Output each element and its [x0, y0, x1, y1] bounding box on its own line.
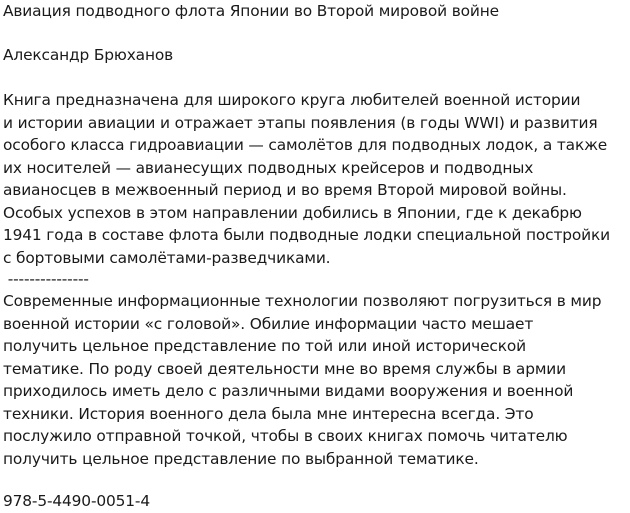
book-description [3, 89, 610, 269]
book-author: Александр Брюханов [3, 46, 174, 64]
bio-line: получить цельное представление по той или иной исторической [3, 337, 527, 355]
book-title: Авиация подводного флота Японии во Второй мировой войне [3, 2, 499, 20]
description-line: с бортовыми самолётами-разведчиками. [3, 248, 331, 267]
bio-line: тематике. По роду своей деятельности мне во время службы в армии [3, 359, 566, 378]
description-line: Особых успехов в этом направлении добились в Японии, где к декабрю [3, 203, 582, 222]
description-line: авианосцев в межвоенный период и во время Второй мировой войны. [3, 181, 567, 199]
bio-line: приходилось иметь дело с различными видами вооружения и военной [3, 382, 574, 400]
bio-line: получить цельное представление по выбранной тематике. [3, 449, 479, 468]
isbn: 978-5-4490-0051-4 [3, 492, 150, 510]
description-line: особого класса гидроавиации — самолётов для подводных лодок, а также [3, 136, 608, 154]
description-line: 1941 года в составе флота были подводные лодки специальной постройки [3, 226, 611, 244]
description-line: их носителей — авианесущих подводных крейсеров и подводных [3, 158, 534, 177]
description-line: и истории авиации и отражает этапы появления (в годы WWI) и развития [3, 113, 598, 132]
author-bio [3, 290, 601, 470]
bio-line: послужило отправной точкой, чтобы в своих книгах помочь читателю [3, 427, 568, 445]
bio-line: Современные информационные технологии позволяют погрузиться в мир [3, 292, 602, 310]
bio-line: военной истории «с головой». Обилие информации часто мешает [3, 314, 534, 333]
bio-line: техники. История военного дела была мне интересна всегда. Это [3, 404, 534, 423]
description-line: Книга предназначена для широкого круга любителей военной истории [3, 91, 581, 109]
separator: --------------- [3, 270, 89, 288]
